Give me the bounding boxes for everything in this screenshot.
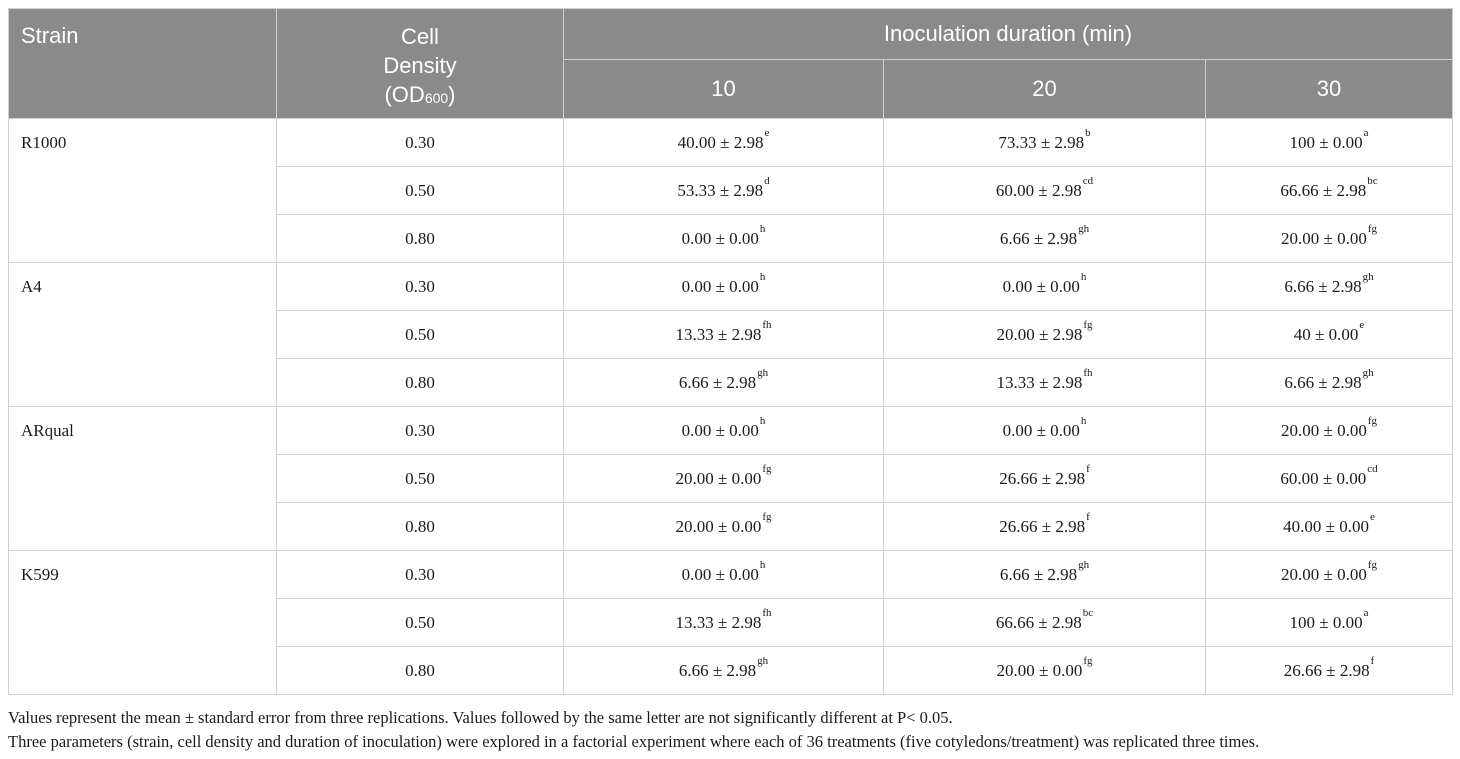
significance-letter: h	[759, 414, 766, 427]
mean-se-value: 26.66 ± 2.98	[1283, 660, 1370, 680]
value-cell	[564, 647, 884, 695]
header-strain: Strain	[9, 9, 277, 119]
table-footnotes	[8, 706, 1259, 754]
results-table-container	[8, 8, 1452, 695]
significance-letter: fh	[762, 606, 772, 619]
header-density-line1: Cell	[401, 24, 439, 49]
value-cell	[1206, 647, 1453, 695]
header-minute-10: 10	[564, 60, 884, 119]
mean-se-value: 0.00 ± 0.00	[1002, 276, 1080, 296]
mean-se-value: 20.00 ± 2.98	[996, 324, 1083, 344]
header-density-close: )	[448, 82, 456, 107]
density-cell: 0.30	[277, 407, 564, 455]
mean-se-value: 6.66 ± 2.98	[999, 228, 1078, 248]
header-density-open: (OD	[384, 82, 425, 107]
significance-letter: a	[1363, 606, 1369, 619]
mean-se-value: 53.33 ± 2.98	[677, 180, 764, 200]
value-cell	[1206, 455, 1453, 503]
mean-se-value: 13.33 ± 2.98	[675, 324, 762, 344]
density-cell: 0.30	[277, 119, 564, 167]
significance-letter: fh	[762, 318, 772, 331]
mean-se-value: 100 ± 0.00	[1289, 612, 1363, 632]
mean-se-value: 20.00 ± 0.00	[996, 660, 1083, 680]
mean-se-value: 100 ± 0.00	[1289, 132, 1363, 152]
mean-se-value: 40 ± 0.00	[1293, 324, 1359, 344]
value-cell	[1206, 167, 1453, 215]
mean-se-value: 13.33 ± 2.98	[675, 612, 762, 632]
mean-se-value: 26.66 ± 2.98	[999, 516, 1086, 536]
header-cell-density	[277, 9, 564, 119]
mean-se-value: 6.66 ± 2.98	[678, 660, 757, 680]
significance-letter: fg	[1367, 558, 1378, 571]
value-cell	[884, 503, 1206, 551]
table-row	[9, 407, 1453, 455]
mean-se-value: 0.00 ± 0.00	[681, 228, 759, 248]
mean-se-value: 6.66 ± 2.98	[1284, 276, 1362, 296]
value-cell	[564, 407, 884, 455]
density-cell: 0.50	[277, 455, 564, 503]
strain-cell: R1000	[9, 119, 277, 263]
value-cell	[1206, 407, 1453, 455]
table-body	[9, 119, 1453, 695]
value-cell	[564, 551, 884, 599]
significance-letter: a	[1363, 126, 1369, 139]
mean-se-value: 20.00 ± 0.00	[1281, 564, 1367, 584]
density-cell: 0.80	[277, 503, 564, 551]
value-cell	[1206, 311, 1453, 359]
table-row	[9, 551, 1453, 599]
value-cell	[884, 455, 1206, 503]
value-cell	[884, 407, 1206, 455]
value-cell	[884, 647, 1206, 695]
header-inoculation-duration: Inoculation duration (min)	[564, 9, 1453, 60]
significance-letter: e	[1369, 510, 1375, 523]
density-cell: 0.80	[277, 215, 564, 263]
header-minute-30: 30	[1206, 60, 1453, 119]
significance-letter: fg	[762, 462, 772, 475]
mean-se-value: 6.66 ± 2.98	[999, 564, 1078, 584]
significance-letter: gh	[1362, 366, 1374, 379]
value-cell	[1206, 359, 1453, 407]
value-cell	[564, 119, 884, 167]
significance-letter: fg	[1083, 318, 1093, 331]
strain-cell: A4	[9, 263, 277, 407]
significance-letter: gh	[1078, 222, 1090, 235]
mean-se-value: 66.66 ± 2.98	[1280, 180, 1367, 200]
density-cell: 0.50	[277, 599, 564, 647]
value-cell	[884, 359, 1206, 407]
significance-letter: fg	[762, 510, 772, 523]
significance-letter: cd	[1367, 462, 1378, 475]
header-density-subscript: 600	[424, 90, 449, 106]
table-header	[9, 9, 1453, 119]
significance-letter: b	[1085, 126, 1091, 139]
significance-letter: d	[764, 174, 770, 187]
value-cell	[1206, 551, 1453, 599]
value-cell	[564, 311, 884, 359]
mean-se-value: 0.00 ± 0.00	[681, 564, 759, 584]
value-cell	[884, 551, 1206, 599]
mean-se-value: 73.33 ± 2.98	[998, 132, 1085, 152]
mean-se-value: 20.00 ± 0.00	[675, 516, 762, 536]
value-cell	[884, 215, 1206, 263]
density-cell: 0.80	[277, 359, 564, 407]
value-cell	[564, 215, 884, 263]
significance-letter: h	[759, 270, 766, 283]
strain-cell: ARqual	[9, 407, 277, 551]
results-table	[8, 8, 1453, 695]
mean-se-value: 6.66 ± 2.98	[678, 372, 757, 392]
value-cell	[884, 119, 1206, 167]
table-row	[9, 263, 1453, 311]
significance-letter: fg	[1083, 654, 1093, 667]
significance-letter: e	[1359, 318, 1365, 331]
value-cell	[1206, 119, 1453, 167]
mean-se-value: 60.00 ± 2.98	[995, 180, 1082, 200]
significance-letter: gh	[757, 654, 769, 667]
mean-se-value: 60.00 ± 0.00	[1280, 468, 1367, 488]
density-cell: 0.50	[277, 311, 564, 359]
mean-se-value: 20.00 ± 0.00	[675, 468, 762, 488]
mean-se-value: 13.33 ± 2.98	[996, 372, 1083, 392]
significance-letter: fg	[1367, 222, 1378, 235]
mean-se-value: 0.00 ± 0.00	[1002, 420, 1080, 440]
density-cell: 0.80	[277, 647, 564, 695]
value-cell	[1206, 503, 1453, 551]
significance-letter: gh	[1078, 558, 1090, 571]
significance-letter: cd	[1082, 174, 1094, 187]
density-cell: 0.30	[277, 263, 564, 311]
value-cell	[884, 311, 1206, 359]
footnote: Three parameters (strain, cell density and duration of inoculation) were explored in a factorial experiment where each of 36 treatments (five cotyledons/treatment) was replicated three times.	[8, 732, 1260, 751]
strain-cell: K599	[9, 551, 277, 695]
value-cell	[564, 455, 884, 503]
significance-letter: h	[1080, 414, 1087, 427]
mean-se-value: 26.66 ± 2.98	[999, 468, 1086, 488]
mean-se-value: 40.00 ± 0.00	[1283, 516, 1369, 536]
mean-se-value: 20.00 ± 0.00	[1281, 228, 1367, 248]
significance-letter: fg	[1367, 414, 1378, 427]
significance-letter: gh	[1362, 270, 1374, 283]
value-cell	[564, 263, 884, 311]
density-cell: 0.50	[277, 167, 564, 215]
mean-se-value: 40.00 ± 2.98	[677, 132, 764, 152]
mean-se-value: 66.66 ± 2.98	[995, 612, 1082, 632]
significance-letter: h	[759, 222, 766, 235]
significance-letter: bc	[1367, 174, 1378, 187]
value-cell	[1206, 263, 1453, 311]
density-cell: 0.30	[277, 551, 564, 599]
value-cell	[1206, 599, 1453, 647]
value-cell	[564, 167, 884, 215]
table-row	[9, 119, 1453, 167]
value-cell	[1206, 215, 1453, 263]
value-cell	[884, 263, 1206, 311]
significance-letter: gh	[757, 366, 769, 379]
significance-letter: h	[759, 558, 766, 571]
value-cell	[884, 599, 1206, 647]
footnote: Values represent the mean ± standard error from three replications. Values followed by the same letter are not significantly different at P< 0.05.	[8, 708, 953, 727]
mean-se-value: 0.00 ± 0.00	[681, 276, 759, 296]
mean-se-value: 6.66 ± 2.98	[1284, 372, 1362, 392]
significance-letter: f	[1086, 510, 1090, 523]
header-density-line2: Density	[383, 53, 457, 78]
significance-letter: h	[1080, 270, 1087, 283]
header-minute-20: 20	[884, 60, 1206, 119]
value-cell	[564, 359, 884, 407]
mean-se-value: 0.00 ± 0.00	[681, 420, 759, 440]
significance-letter: e	[764, 126, 770, 139]
significance-letter: bc	[1082, 606, 1094, 619]
value-cell	[564, 503, 884, 551]
value-cell	[564, 599, 884, 647]
significance-letter: fh	[1083, 366, 1093, 379]
mean-se-value: 20.00 ± 0.00	[1281, 420, 1367, 440]
significance-letter: f	[1370, 654, 1375, 667]
value-cell	[884, 167, 1206, 215]
significance-letter: f	[1086, 462, 1090, 475]
